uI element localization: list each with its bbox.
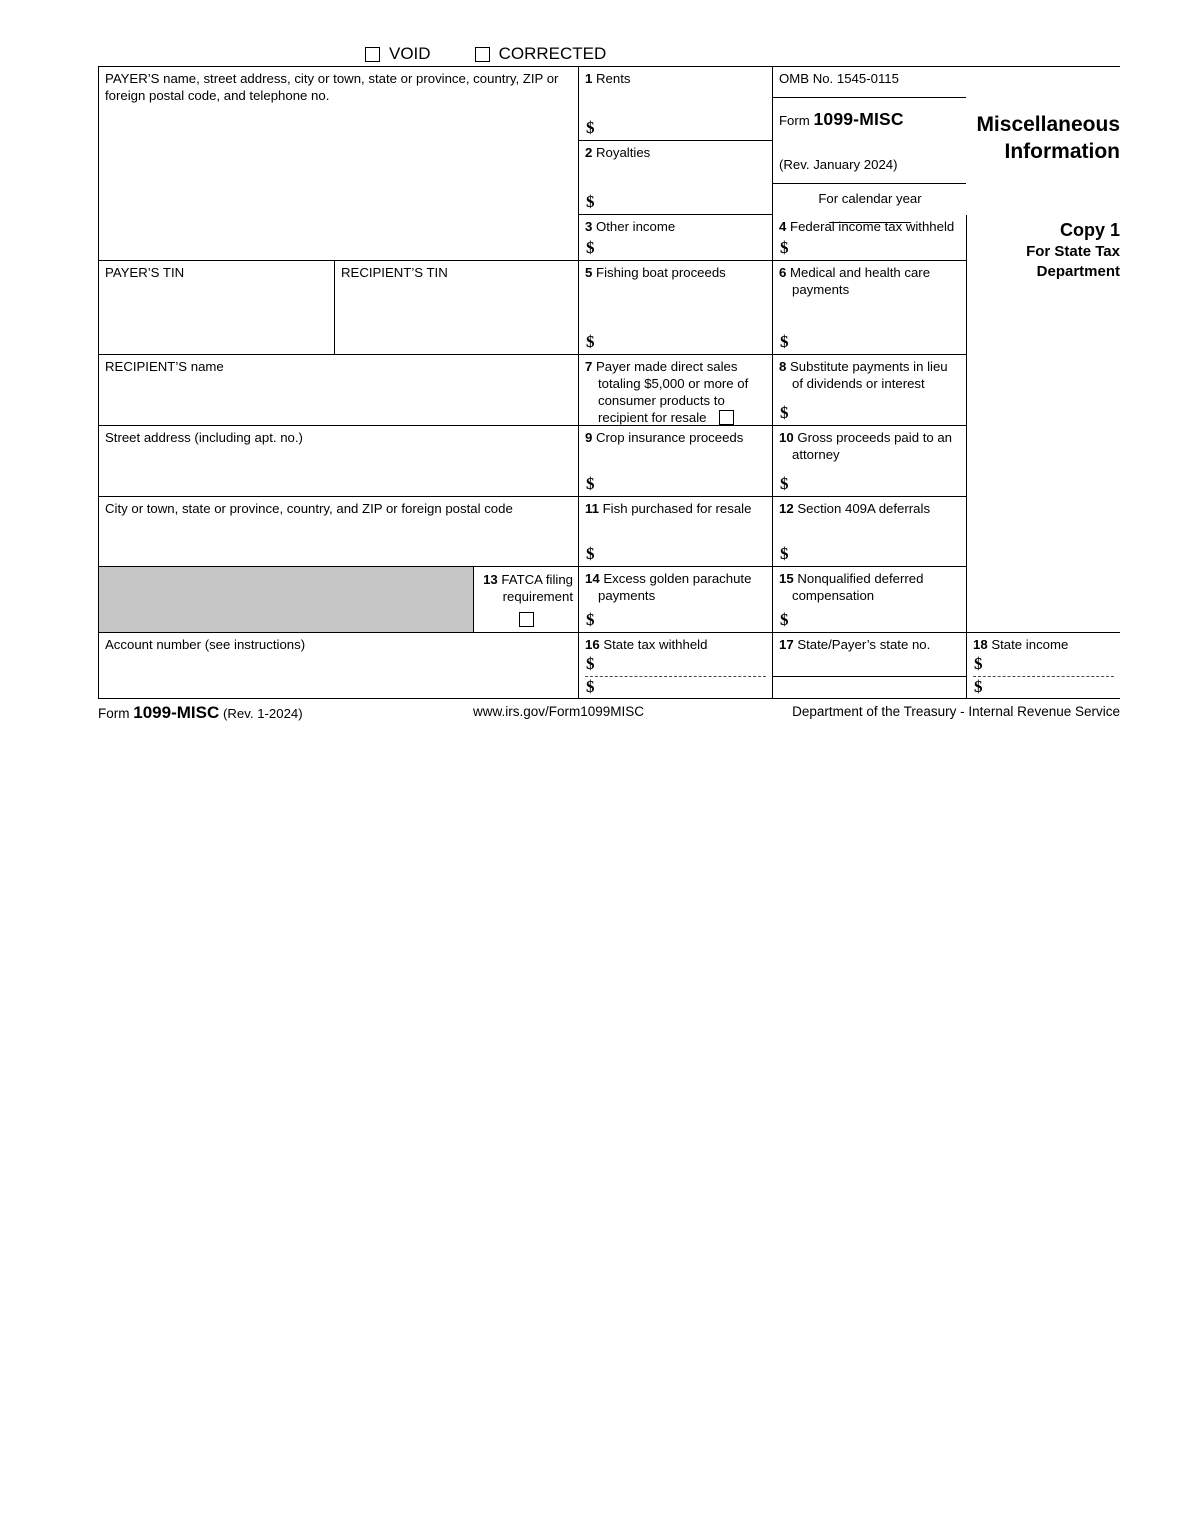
box-14-label: Excess golden parachute <box>603 571 752 586</box>
box-15-label: Nonqualified deferred <box>797 571 924 586</box>
box-17-state-payer-number[interactable] <box>772 633 966 699</box>
footer-form-word: Form <box>98 706 130 721</box>
box-7-number: 7 <box>585 359 593 374</box>
box-4-currency: $ <box>780 238 789 258</box>
form-title-line-2: Information <box>1004 140 1120 164</box>
void-corrected-row <box>365 44 650 64</box>
box-16-divider <box>585 676 766 677</box>
box-18-currency: $ <box>974 654 983 673</box>
recipient-tin-box[interactable] <box>334 261 578 355</box>
box-1-label: Rents <box>596 71 631 86</box>
box-15-label-2: compensation <box>792 587 875 603</box>
box-16-state-tax-withheld[interactable] <box>578 633 772 699</box>
box-8-label: Substitute payments in lieu <box>790 359 948 374</box>
shaded-block <box>98 567 473 633</box>
direct-sales-checkbox[interactable] <box>719 410 734 425</box>
void-group[interactable] <box>365 44 431 64</box>
box-16-currency-2: $ <box>586 677 595 696</box>
box-5-number: 5 <box>585 265 593 280</box>
box-8-number: 8 <box>779 359 787 374</box>
box-5-fishing-boat-proceeds[interactable] <box>578 261 772 355</box>
void-label: VOID <box>389 44 431 63</box>
box-12-section-409a[interactable] <box>772 497 966 567</box>
account-number-box[interactable] <box>98 633 578 699</box>
box-10-label: Gross proceeds paid to an <box>797 430 953 445</box>
footer-form-id <box>98 703 303 723</box>
box-17-label: State/Payer’s state no. <box>797 637 931 652</box>
recipient-city-label: City or town, state or province, country, and ZIP or foreign postal code <box>105 501 513 516</box>
recipient-tin-label: RECIPIENT’S TIN <box>341 265 448 280</box>
box-3-currency: $ <box>586 238 595 258</box>
box-16-number: 16 <box>585 637 600 652</box>
fatca-checkbox[interactable] <box>519 612 534 627</box>
box-10-number: 10 <box>779 430 794 445</box>
box-5-currency: $ <box>586 332 595 352</box>
box-4-federal-tax-withheld[interactable] <box>772 215 966 261</box>
box-15-currency: $ <box>780 610 789 630</box>
box-18-number: 18 <box>973 637 988 652</box>
omb-box <box>772 67 966 98</box>
box-14-golden-parachute[interactable] <box>578 567 772 633</box>
box-3-label: Other income <box>596 219 676 234</box>
box-3-number: 3 <box>585 219 593 234</box>
box-6-label: Medical and health care <box>790 265 931 280</box>
box-11-number: 11 <box>585 501 599 516</box>
copy-for-line-2: Department <box>1036 262 1120 280</box>
revision-box <box>772 150 966 184</box>
box-18-state-income[interactable] <box>966 633 1120 699</box>
box-18-divider <box>973 676 1114 677</box>
corrected-group[interactable] <box>475 44 607 64</box>
payer-name-address-label: PAYER’S name, street address, city or town, state or province, country, ZIP or foreign postal code, and telephone no. <box>105 71 559 103</box>
box-12-currency: $ <box>780 544 789 564</box>
box-9-number: 9 <box>585 430 593 445</box>
box-14-currency: $ <box>586 610 595 630</box>
box-10-gross-proceeds-attorney[interactable] <box>772 426 966 497</box>
footer-url[interactable]: www.irs.gov/Form1099MISC <box>473 704 645 719</box>
box-7-label-2: totaling $5,000 or more of <box>598 375 749 391</box>
box-1-rents[interactable] <box>578 67 772 141</box>
box-16-currency: $ <box>586 654 595 673</box>
form-grid <box>98 66 1120 698</box>
box-8-substitute-payments[interactable] <box>772 355 966 426</box>
box-1-currency: $ <box>586 118 595 138</box>
box-6-medical-payments[interactable] <box>772 261 966 355</box>
box-9-label: Crop insurance proceeds <box>596 430 744 445</box>
recipient-street-label: Street address (including apt. no.) <box>105 430 303 445</box>
box-14-label-2: payments <box>598 587 656 603</box>
void-checkbox[interactable] <box>365 47 380 62</box>
box-13-fatca[interactable] <box>473 567 578 633</box>
box-13-number: 13 <box>483 572 498 587</box>
box-11-currency: $ <box>586 544 595 564</box>
box-16-label: State tax withheld <box>603 637 708 652</box>
calendar-year-label: For calendar year <box>818 191 922 206</box>
box-1-number: 1 <box>585 71 593 86</box>
form-title-line-1: Miscellaneous <box>976 113 1120 136</box>
box-15-number: 15 <box>779 571 794 586</box>
box-7-label: Payer made direct sales <box>596 359 738 374</box>
box-9-crop-insurance[interactable] <box>578 426 772 497</box>
box-14-number: 14 <box>585 571 600 586</box>
recipient-name-box[interactable] <box>98 355 578 426</box>
box-7-label-3: consumer products to <box>598 392 725 408</box>
footer-form-number: 1099-MISC <box>133 703 220 722</box>
copy-for-line-1: For State Tax <box>1026 243 1120 261</box>
box-13-label: FATCA filing <box>501 572 573 587</box>
recipient-city-box[interactable] <box>98 497 578 567</box>
payer-name-address-box[interactable] <box>98 67 578 261</box>
box-4-label: Federal income tax withheld <box>790 219 955 234</box>
form-number-box <box>772 98 966 150</box>
recipient-street-box[interactable] <box>98 426 578 497</box>
box-12-label: Section 409A deferrals <box>797 501 931 516</box>
box-8-currency: $ <box>780 403 789 423</box>
payer-tin-label: PAYER’S TIN <box>105 265 185 280</box>
box-17-divider <box>773 676 966 677</box>
footer-revision: (Rev. 1-2024) <box>223 706 303 721</box>
account-number-label: Account number (see instructions) <box>105 637 306 652</box>
box-9-currency: $ <box>586 474 595 494</box>
form-word: Form <box>779 113 810 128</box>
box-13-label-2: requirement <box>502 589 573 605</box>
corrected-label: CORRECTED <box>498 44 607 63</box>
box-18-currency-2: $ <box>974 677 983 696</box>
box-2-currency: $ <box>586 192 595 212</box>
box-6-number: 6 <box>779 265 787 280</box>
box-3-other-income[interactable] <box>578 215 772 261</box>
box-7-label-4: recipient for resale <box>598 409 707 425</box>
box-11-label: Fish purchased for resale <box>602 501 752 516</box>
box-10-currency: $ <box>780 474 789 494</box>
box-10-label-2: attorney <box>792 446 840 462</box>
box-2-number: 2 <box>585 145 593 160</box>
revision-label: (Rev. January 2024) <box>779 157 898 172</box>
box-18-label: State income <box>991 637 1069 652</box>
box-11-fish-purchased[interactable] <box>578 497 772 567</box>
box-6-label-2: payments <box>792 281 850 297</box>
box-5-label: Fishing boat proceeds <box>596 265 726 280</box>
box-8-label-2: of dividends or interest <box>792 375 925 391</box>
copy-block <box>966 215 1120 633</box>
omb-number: OMB No. 1545-0115 <box>779 71 899 86</box>
copy-label: Copy 1 <box>1059 220 1120 240</box>
recipient-name-label: RECIPIENT’S name <box>105 359 224 374</box>
footer-agency: Department of the Treasury - Internal Revenue Service <box>792 704 1120 719</box>
box-15-nonqualified-deferred[interactable] <box>772 567 966 633</box>
payer-tin-box[interactable] <box>98 261 334 355</box>
corrected-checkbox[interactable] <box>475 47 490 62</box>
box-4-number: 4 <box>779 219 787 234</box>
box-2-label: Royalties <box>596 145 651 160</box>
form-number: 1099-MISC <box>813 109 904 129</box>
box-12-number: 12 <box>779 501 794 516</box>
form-title-block <box>966 67 1120 215</box>
box-17-number: 17 <box>779 637 794 652</box>
box-7-direct-sales[interactable] <box>578 355 772 426</box>
box-2-royalties[interactable] <box>578 141 772 215</box>
box-6-currency: $ <box>780 332 789 352</box>
